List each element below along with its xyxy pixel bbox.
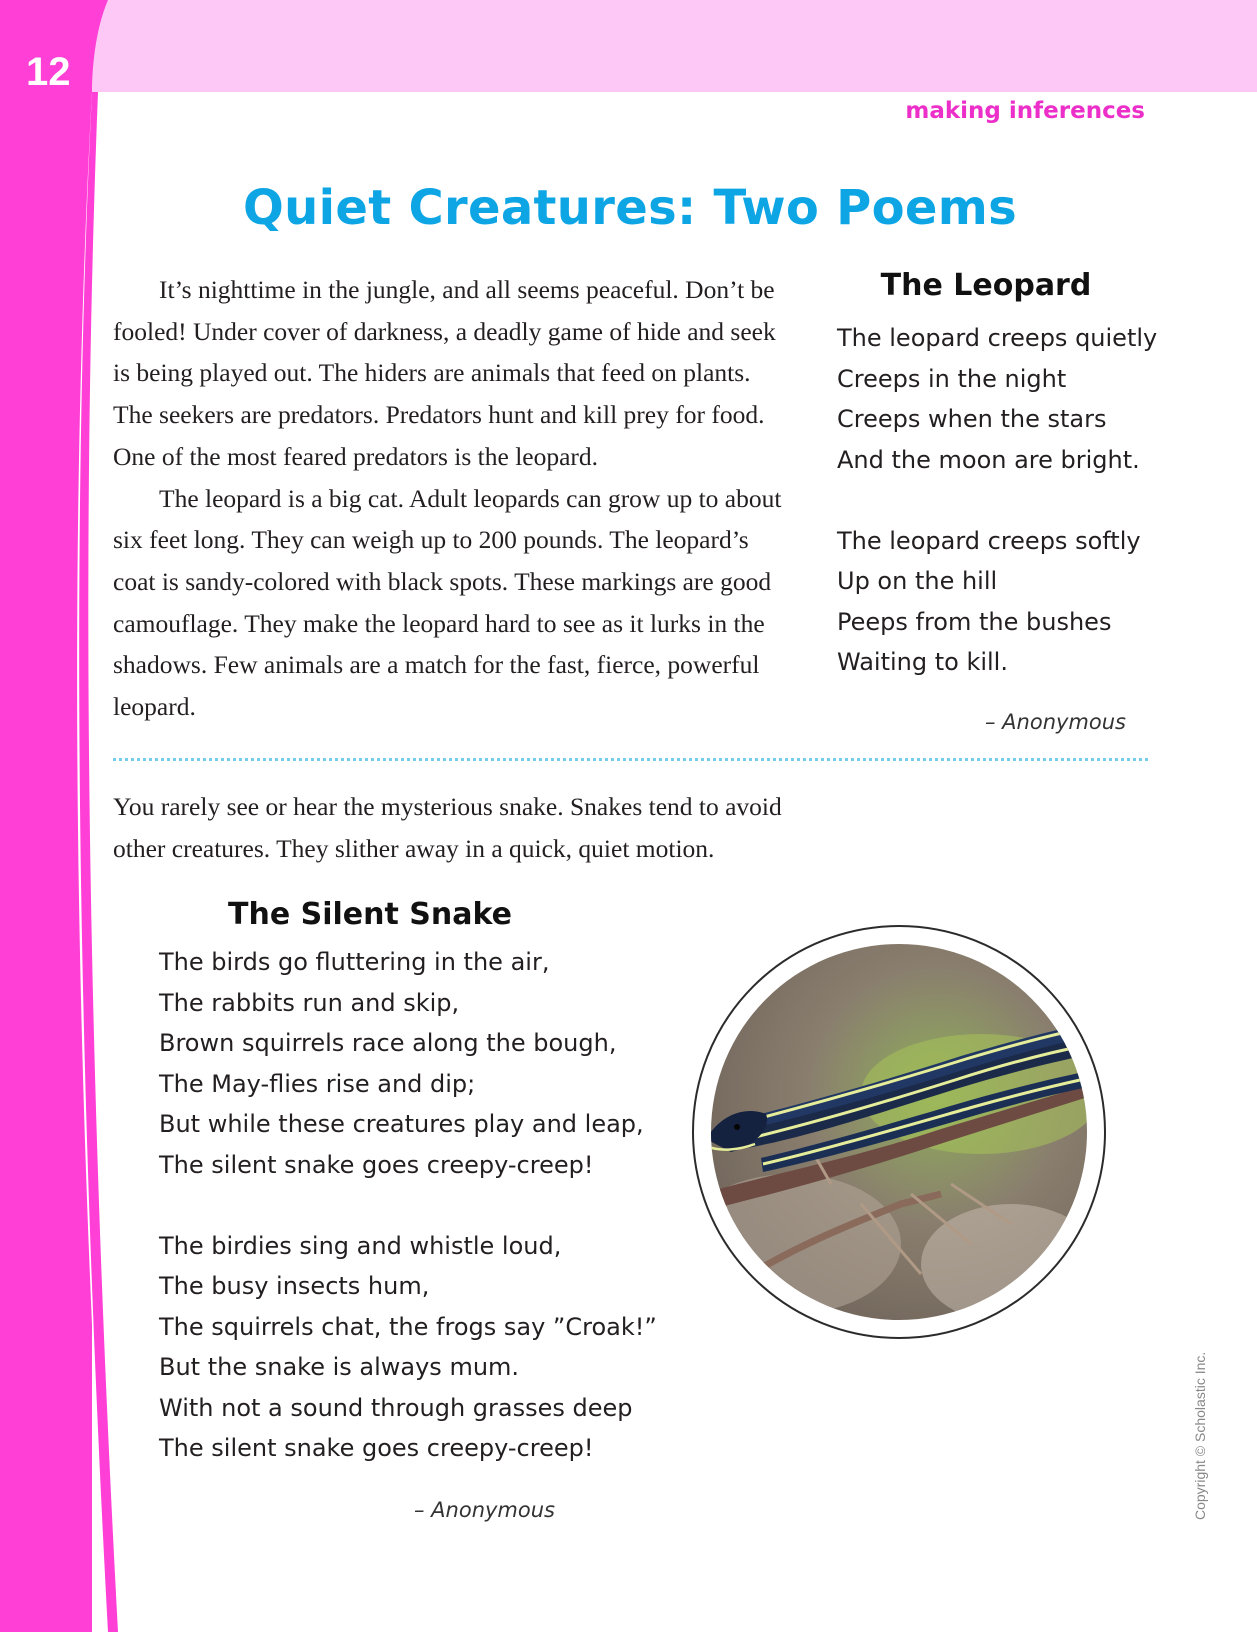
- intro-paragraph: The leopard is a big cat. Adult leopards can grow up to about six feet long. They can weigh up to 200 pounds. The leopard’s coat is sandy-colored with black spots. These markings are good camouflage. They make the leopard hard to see as it lurks in the shadows. Few animals are a match for the fast, fierce, powerful leopard.: [113, 483, 782, 722]
- stanza-break: [159, 1185, 657, 1226]
- copyright-notice: Copyright © Scholastic Inc.: [1192, 1351, 1208, 1520]
- stanza-break: [837, 480, 1157, 521]
- snake-intro-paragraph: You rarely see or hear the mysterious snake. Snakes tend to avoid other creatures. They slither away in a quick, quiet motion.: [113, 792, 782, 863]
- leopard-poem-attribution: – Anonymous: [985, 710, 1126, 734]
- poem-line: And the moon are bright.: [837, 445, 1140, 474]
- poem-line: Creeps when the stars: [837, 405, 1107, 433]
- dotted-divider: [113, 758, 1148, 761]
- snake-intro-text: [113, 786, 833, 869]
- poem-line: The leopard creeps quietly: [837, 324, 1158, 352]
- poem-line: Waiting to kill.: [837, 648, 1008, 676]
- poem-line: Brown squirrels race along the bough,: [159, 1029, 617, 1057]
- page-title: Quiet Creatures: Two Poems: [243, 180, 1017, 236]
- poem-line: Creeps in the night: [837, 364, 1067, 393]
- poem-line: The May-flies rise and dip;: [159, 1069, 476, 1098]
- header-band: [0, 0, 1257, 92]
- intro-text: [113, 269, 793, 728]
- poem-line: The squirrels chat, the frogs say ”Croak!”: [159, 1312, 657, 1341]
- poem-line: The silent snake goes creepy-creep!: [159, 1150, 594, 1179]
- poem-line: The silent snake goes creepy-creep!: [159, 1434, 594, 1462]
- poem-line: With not a sound through grasses deep: [159, 1393, 633, 1422]
- poem-line: The birdies sing and whistle loud,: [159, 1231, 562, 1260]
- poem-line: Up on the hill: [837, 567, 998, 595]
- poem-line: But the snake is always mum.: [159, 1353, 520, 1381]
- snake-photo: [692, 925, 1106, 1339]
- poem-line: The birds go fluttering in the air,: [159, 948, 550, 976]
- snake-poem: [159, 942, 657, 1469]
- snake-poem-title: The Silent Snake: [228, 897, 512, 932]
- page-number: 12: [26, 50, 71, 94]
- poem-line: The rabbits run and skip,: [159, 988, 460, 1017]
- poem-line: But while these creatures play and leap,: [159, 1110, 644, 1138]
- snake-illustration: [711, 944, 1087, 1320]
- poem-line: The busy insects hum,: [159, 1272, 430, 1300]
- leopard-poem-title: The Leopard: [880, 268, 1092, 303]
- topic-label: making inferences: [905, 98, 1145, 124]
- leopard-poem: [837, 318, 1157, 683]
- poem-line: The leopard creeps softly: [837, 526, 1141, 555]
- snake-poem-attribution: – Anonymous: [414, 1498, 555, 1522]
- intro-paragraph: It’s nighttime in the jungle, and all seems peaceful. Don’t be fooled! Under cover of darkness, a deadly game of hide and seek is being played out. The hiders are animals that feed on plants. The seekers are predators. Predators hunt and kill prey for food. One of the most feared predators is the leopard.: [113, 275, 776, 471]
- poem-line: Peeps from the bushes: [837, 607, 1112, 636]
